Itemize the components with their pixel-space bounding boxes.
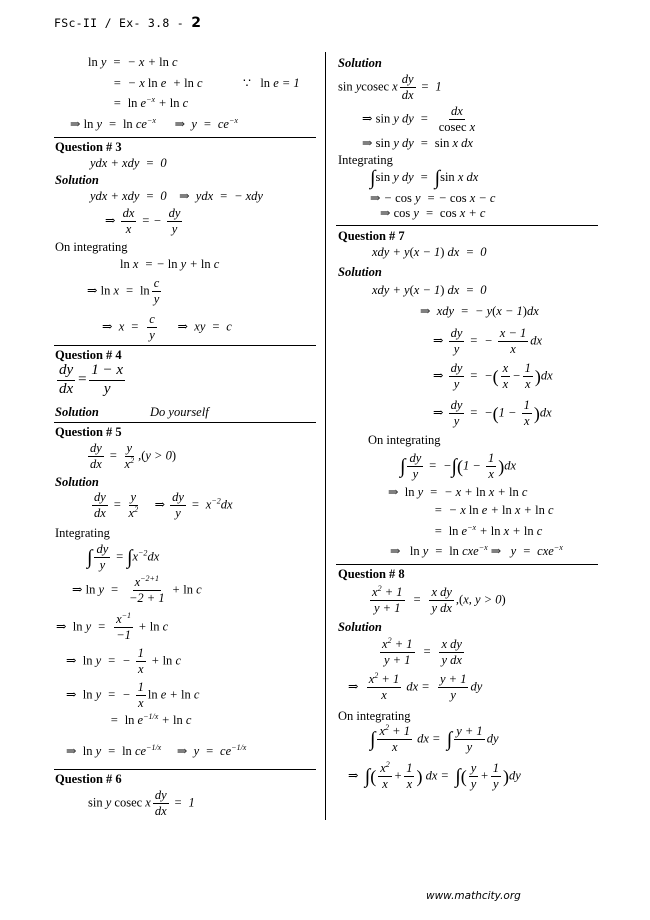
page-header bbox=[54, 16, 201, 30]
eq-line: $\frac{dy}{dx}$ = $\frac{y}{x^2}$ ⇒ $\frac{dy}{y}$ = $x^{-2}dx$ bbox=[94, 490, 233, 521]
eq-line: ⇒ $\frac{dx}{x}$ = − $\frac{dy}{y}$ bbox=[105, 206, 181, 237]
question-5-heading: Question # 5 bbox=[55, 425, 122, 439]
eq-line: ⇒ $\frac{dy}{y}$ = − $\frac{x - 1}{x}$ dx bbox=[433, 326, 543, 357]
eq-line: ⇒ sin y dy = $\frac{dx}{\text{cosec x}}$ bbox=[362, 104, 476, 135]
eq-line: ⇒ ln y = $\frac{x^{-1}}{-1}$ + ln c bbox=[56, 610, 169, 643]
section-divider bbox=[54, 769, 316, 770]
eq-line: $\frac{x^2 + 1}{y + 1}$ = $\frac{\text{x dy}}{\text{y dx}}$ ,(x, y > 0) bbox=[372, 583, 506, 616]
solution-label: Solution bbox=[55, 173, 99, 187]
on-integrating-label: On integrating bbox=[55, 240, 128, 254]
page-number: 2 bbox=[191, 15, 202, 31]
solution-label: Solution bbox=[338, 56, 382, 70]
eq-line: = $\ln e^{-x} + \ln c$ bbox=[113, 94, 189, 110]
eq-line: ⇒ x = $\frac{c}{y}$ ⇒ xy = c bbox=[102, 312, 232, 343]
do-yourself-note: Do yourself bbox=[150, 405, 209, 419]
integrating-label: Integrating bbox=[338, 153, 393, 167]
eq-line: xdy + y(x − 1) dx = 0 bbox=[372, 245, 487, 259]
eq-line: ∫ $\frac{x^2 + 1}{x}$ dx = ∫ $\frac{y + 1}{y}$ dy bbox=[370, 722, 499, 755]
eq-line: ydx + xdy = 0 bbox=[90, 156, 167, 170]
question-6-heading: Question # 6 bbox=[55, 772, 122, 786]
eq-line: = − x ln e + ln c bbox=[113, 76, 203, 90]
header-title: FSc-II / Ex- 3.8 - bbox=[54, 16, 192, 30]
eq-line: ∫ $\frac{dy}{y}$ = −∫(1 − $\frac{1}{x}$ )dx bbox=[400, 451, 517, 482]
eq-line: ln y = − x + ln c bbox=[88, 55, 178, 69]
eq-line: ⇒ ln y = − x + ln x + ln c bbox=[388, 485, 528, 499]
eq-line: $\frac{dy}{dx}$ = $\frac{y}{x^2}$ ,(y > 0) bbox=[90, 441, 177, 472]
eq-line: sin ycosec x $\frac{dy}{dx}$ = 1 bbox=[338, 72, 442, 103]
eq-line: ⇒ $\ln y = \ln ce^{-x}$ ⇒ $y = ce^{-x}$ bbox=[70, 115, 238, 131]
eq-line: ⇒ ln y = − $\frac{1}{x}$ + ln c bbox=[66, 646, 181, 677]
on-integrating-label: On integrating bbox=[368, 433, 441, 447]
eq-line: ⇒ $\frac{dy}{y}$ = −(1 − $\frac{1}{x}$ )dx bbox=[433, 398, 552, 429]
eq-line: ln x = − ln y + ln c bbox=[120, 257, 220, 271]
section-divider bbox=[336, 225, 598, 226]
eq-line: = $\ln e^{-1/x} + \ln c$ bbox=[110, 711, 192, 727]
eq-line: ⇒ − cos y = − cos x − c bbox=[370, 191, 496, 205]
eq-line: ⇒ sin y dy = sin x dx bbox=[362, 136, 473, 150]
column-divider bbox=[325, 52, 326, 820]
section-divider bbox=[54, 137, 316, 138]
solution-label: Solution bbox=[55, 475, 99, 489]
eq-line: ⇒ cos y = cos x + c bbox=[380, 206, 486, 220]
solution-label: Solution bbox=[338, 265, 382, 279]
eq-line: ∫sin y dy = ∫sin x dx bbox=[370, 167, 479, 189]
section-divider bbox=[336, 564, 598, 565]
eq-line: ∫ $\frac{dy}{y}$ = $\int x^{-2}dx$ bbox=[87, 542, 160, 573]
eq-line: xdy + y(x − 1) dx = 0 bbox=[372, 283, 487, 297]
eq-line: ⇒ ln y = − $\frac{1}{x}$ ln e + ln c bbox=[66, 680, 200, 711]
eq-line: ⇒ ln x = ln $\frac{c}{y}$ bbox=[87, 276, 160, 307]
eq-line: ⇒ $\frac{x^2 + 1}{x}$ dx = $\frac{y + 1}{y}$ dy bbox=[348, 670, 483, 703]
eq-line: ⇒ ln y = ln cxe$^{-x}$ ⇒ y = cxe$^{-x}$ bbox=[390, 542, 563, 558]
question-3-heading: Question # 3 bbox=[55, 140, 122, 154]
eq-line: sin y cosec x $\frac{dy}{dx}$ = 1 bbox=[88, 788, 195, 819]
eq-line: = $\ln e^{-x} + \ln x + \ln c$ bbox=[434, 522, 543, 538]
section-divider bbox=[54, 422, 316, 423]
question-7-heading: Question # 7 bbox=[338, 229, 405, 243]
eq-line: ⇒ $\ln y = \ln ce^{-1/x}$ ⇒ $y = ce^{-1/x}$ bbox=[66, 742, 247, 758]
on-integrating-label: On integrating bbox=[338, 709, 411, 723]
section-divider bbox=[54, 345, 316, 346]
eq-line: ∵ ln e = 1 bbox=[243, 76, 300, 90]
eq-line: ⇒ ln y = $\frac{x^{-2+1}}{-2 + 1}$ + ln c bbox=[72, 573, 202, 606]
footer-website: www.mathcity.org bbox=[426, 890, 521, 902]
eq-line: ydx + xdy = 0 ⇒ ydx = − xdy bbox=[90, 189, 263, 203]
question-4-heading: Question # 4 bbox=[55, 348, 122, 362]
integrating-label: Integrating bbox=[55, 526, 110, 540]
eq-line: $\frac{x^2 + 1}{y + 1}$ = $\frac{\text{x dy}}{\text{y dx}}$ bbox=[382, 635, 462, 668]
eq-line: ⇒ xdy = − y(x − 1)dx bbox=[420, 304, 539, 318]
solution-label: Solution bbox=[338, 620, 382, 634]
eq-line: $\frac{dy}{dx}$ = $\frac{1 - x}{y}$ bbox=[59, 362, 124, 397]
question-8-heading: Question # 8 bbox=[338, 567, 405, 581]
eq-line: = − x ln e + ln x + ln c bbox=[434, 503, 554, 517]
eq-line: ⇒ ∫( $\frac{x^2}{x}$ + $\frac{1}{x}$ ) dx = ∫( $\frac{y}{y}$ + $\frac{1}{y}$ )dy bbox=[348, 759, 521, 792]
solution-label: Solution bbox=[55, 405, 99, 419]
eq-line: ⇒ $\frac{dy}{y}$ = −( $\frac{x}{x}$ − $\frac{1}{x}$ )dx bbox=[433, 361, 553, 392]
